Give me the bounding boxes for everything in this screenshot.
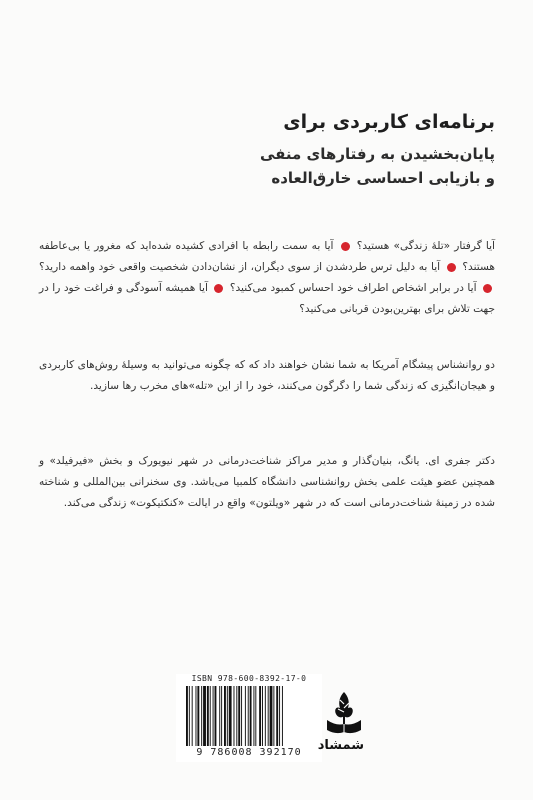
subtitle-line-1: پایان‌بخشیدن به رفتارهای منفی <box>259 145 495 163</box>
barcode-bar <box>265 686 266 746</box>
questions-paragraph <box>39 236 495 320</box>
red-bullet-icon <box>214 284 223 293</box>
publisher-logo <box>317 686 364 760</box>
barcode-bar <box>215 686 217 746</box>
barcode-bar <box>270 686 273 746</box>
barcode-bar <box>282 686 283 746</box>
barcode-bar <box>245 686 246 746</box>
question-5: آیا همیشه آسودگی و فراغت خود را در جهت تلاش برای بهترین‌بودن قربانی می‌کنید؟ <box>39 282 495 315</box>
book-subtitle <box>35 142 495 190</box>
question-2: آیا به سمت رابطه با افرادی کشیده شده‌اید که مغرور یا بی‌عاطفه هستند؟ <box>39 240 496 273</box>
title-block <box>35 108 495 190</box>
subtitle-line-2: و بازیابی احساسی خارق‌العاده <box>271 169 495 187</box>
barcode-bar <box>250 686 252 746</box>
question-1: آیا گرفتار «تلهٔ زندگی» هستید؟ <box>356 240 495 252</box>
barcode-bar <box>186 686 188 746</box>
barcode-bar <box>268 686 269 746</box>
barcode-number: 9 786008 392170 <box>196 747 302 758</box>
barcode-bar <box>201 686 202 746</box>
author-bio-paragraph: دکتر جفری ای. یانگ، بنیان‌گذار و مدیر مراکز شناخت‌درمانی در شهر نیویورک و بخش «فیرفیلد» و همچنین عضو هیئت علمی بخش روانشناسی دانشگاه کلمبیا می‌باشد. وی سخنرانی بین‌المللی و شناخته شده در زمینهٔ شناخت‌درمانی است که در شهر «ویلتون» واقع در ایالت «کنکتیکوت» زندگی می‌کند. <box>39 455 495 509</box>
red-bullet-icon <box>447 263 456 272</box>
isbn-barcode <box>176 674 322 762</box>
barcode-bar <box>192 686 193 746</box>
barcode-bar <box>229 686 232 746</box>
barcode-bar <box>234 686 235 746</box>
question-3: آیا به دلیل ترس طردشدن از سوی دیگران، از نشان‌دادن شخصیت واقعی خود واهمه دارید؟ <box>39 261 441 273</box>
barcode-bar <box>196 686 197 746</box>
barcode-bar <box>262 686 263 746</box>
description-paragraph: دو روانشناس پیشگام آمریکا به شما نشان خواهند داد که که چگونه می‌توانید به وسیلهٔ روش‌های کاربردی و هیجان‌انگیزی که زندگی شما را دگرگون می‌کنند، خود را از این «تله»های مخرب رها سازید. <box>39 359 495 392</box>
red-bullet-icon <box>341 242 350 251</box>
barcode-bar <box>210 686 211 746</box>
barcode-bars <box>182 686 316 748</box>
barcode-bar <box>203 686 206 746</box>
barcode-bar <box>189 686 190 746</box>
barcode-bar <box>248 686 249 746</box>
barcode-bar <box>207 686 209 746</box>
tree-in-book-icon <box>324 686 364 738</box>
barcode-bar <box>279 686 280 746</box>
isbn-label: ISBN 978-600-8392-17-0 <box>191 674 307 683</box>
barcode-bar <box>221 686 222 746</box>
book-title: برنامه‌ای کاربردی برای <box>283 111 495 133</box>
barcode-bar <box>238 686 240 746</box>
barcode-bar <box>227 686 228 746</box>
barcode-bar <box>255 686 256 746</box>
barcode-bar <box>253 686 254 746</box>
barcode-bar <box>224 686 226 746</box>
barcode-bar <box>236 686 237 746</box>
barcode-bar <box>197 686 199 746</box>
barcode-bar <box>213 686 214 746</box>
barcode-bar <box>219 686 220 746</box>
barcode-bar <box>273 686 274 746</box>
barcode-bar <box>276 686 278 746</box>
red-bullet-icon <box>483 284 492 293</box>
question-4: آیا در برابر اشخاص اطراف خود احساس کمبود می‌کنید؟ <box>229 282 477 294</box>
barcode-bar <box>259 686 261 746</box>
barcode-bar <box>241 686 242 746</box>
publisher-name: شمشاد <box>317 738 364 753</box>
